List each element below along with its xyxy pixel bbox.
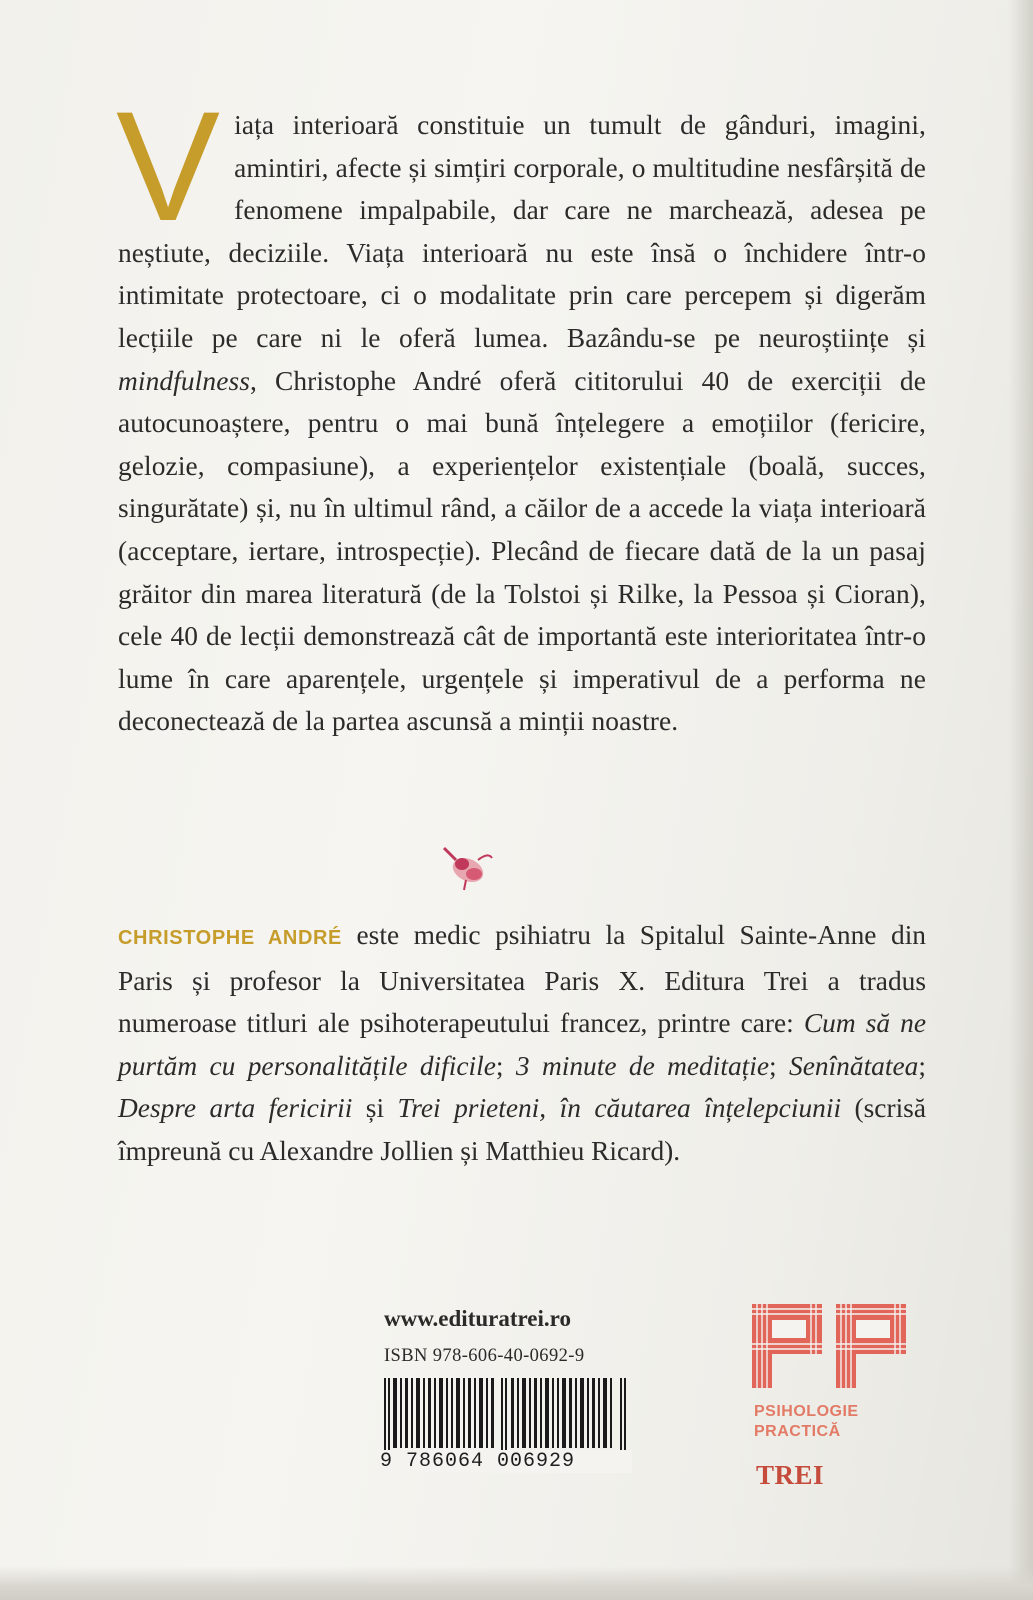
barcode-icon bbox=[382, 1378, 628, 1460]
book-title-5: Trei prieteni, în căutarea înțelepciunii bbox=[397, 1093, 842, 1124]
isbn-label: ISBN 978-606-40-0692-9 bbox=[384, 1346, 585, 1366]
bio-sep-4: și bbox=[352, 1093, 398, 1124]
bio-sep-3: ; bbox=[918, 1050, 926, 1081]
book-title-1: Cum să ne purtăm cu personalitățile dificile bbox=[118, 1008, 926, 1081]
blurb-text-1: iața interioară constituie un tumult de gânduri, imagini, amintiri, afecte și simțiri corporale, o multitudine nesfârșită de fenomene impalpabile, dar care ne marchează, adesea pe neștiute, deciziile. Viața interioară nu este însă o închidere într-o intimitate protectoare, ci o modalitate prin care percepem și digerăm lecțiile pe care ni le oferă lumea. Bazându-se pe neuroștiințe și bbox=[118, 110, 926, 353]
bio-sep-1: ; bbox=[495, 1050, 516, 1081]
blurb-paragraph bbox=[116, 80, 926, 743]
blurb-text-2: , Christophe André oferă cititorului 40 de exerciții de autocunoaștere, pentru o mai bună înțelegere a emoțiilor (fericire, gelozie, compasiune), a experiențelor existențiale (boală, succes, singurătate) și, nu în ultimul rând, a căilor de a accede la viața interioară (acceptare, iertare, introspecție). Plecând de fiecare dată de la un pasaj grăitor din marea literatură (de la Tolstoi și Rilke, la Pessoa și Cioran), cele 40 de lecții demonstrează cât de importantă este interioritatea într-o lume în care aparențele, urgențele și imperativul de a performa ne deconectează de la partea ascunsă a minții noastre. bbox=[118, 365, 926, 737]
pp-logo-icon bbox=[752, 1304, 908, 1388]
brand-line-2: PRACTICĂ bbox=[754, 1423, 841, 1440]
blurb-italic-term: mindfulness bbox=[118, 365, 250, 396]
publisher-logo-text: TREI bbox=[756, 1460, 825, 1490]
author-name: CHRISTOPHE ANDRÉ bbox=[118, 927, 342, 949]
insect-ornament-icon bbox=[438, 842, 494, 892]
barcode-number: 9 786064 006929 bbox=[380, 1450, 632, 1473]
book-title-2: 3 minute de meditație bbox=[515, 1050, 770, 1081]
cover-bottom-edge bbox=[0, 1566, 1033, 1600]
bio-text-1: este medic psihiatru la Spitalul Sainte-Anne din Paris și profesor la Universitatea Paris X. Editura Trei a tradus numeroase titluri ale psihoterapeutului francez, printre care: bbox=[118, 920, 926, 1039]
drop-cap: V bbox=[116, 80, 221, 254]
bio-text-end: (scrisă împreună cu Alexandre Jollien și Matthieu Ricard). bbox=[118, 1093, 926, 1166]
shrink-wrap-edge bbox=[1009, 0, 1033, 1600]
bio-sep-2: ; bbox=[769, 1050, 790, 1081]
series-brand bbox=[754, 1402, 859, 1442]
book-title-3: Senînătatea bbox=[789, 1050, 919, 1081]
brand-line-1: PSIHOLOGIE bbox=[754, 1403, 859, 1420]
publisher-website: www.edituratrei.ro bbox=[384, 1306, 571, 1331]
book-title-4: Despre arta fericirii bbox=[118, 1093, 353, 1124]
author-bio bbox=[118, 914, 926, 1173]
